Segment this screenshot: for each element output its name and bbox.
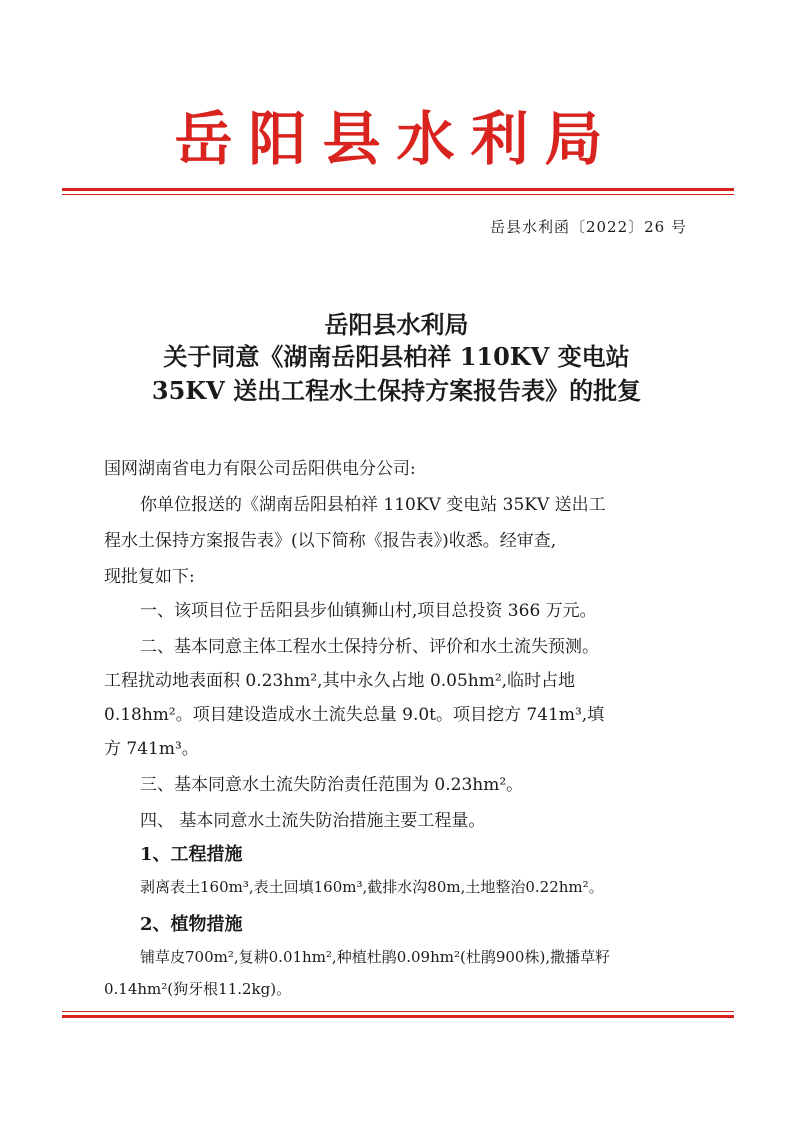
addressee: 国网湖南省电力有限公司岳阳供电分公司: [104,459,416,479]
footer-rule-thick [62,1015,734,1018]
sub-text-1: 剥离表土160m³,表土回填160m³,截排水沟80m,土地整治0.22hm²。 [140,878,604,896]
item-2-line-2: 工程扰动地表面积 0.23hm²,其中永久占地 0.05hm²,临时占地 [104,671,576,691]
intro-line-1: 你单位报送的《湖南岳阳县柏祥 110KV 变电站 35KV 送出工 [140,495,606,515]
item-2-line-1: 二、基本同意主体工程水土保持分析、评价和水土流失预测。 [140,637,599,657]
title-line-2: 关于同意《湖南岳阳县柏祥 110KV 变电站 [163,342,630,371]
sub-heading-2: 2、植物措施 [140,914,243,935]
sub-text-2-line-2: 0.14hm²(狗牙根11.2kg)。 [104,980,292,998]
item-1: 一、该项目位于岳阳县步仙镇狮山村,项目总投资 366 万元。 [140,601,597,621]
intro-line-2: 程水土保持方案报告表》(以下简称《报告表》)收悉。经审查, [104,531,557,551]
header-rule-thin [62,194,734,195]
item-2-line-4: 方 741m³。 [104,739,199,759]
title-line-1: 岳阳县水利局 [324,310,469,339]
masthead-title: 岳阳县水利局 [174,105,619,173]
sub-heading-1: 1、工程措施 [140,844,243,865]
item-4: 四、 基本同意水土流失防治措施主要工程量。 [140,811,486,831]
item-2-line-3: 0.18hm²。项目建设造成水土流失总量 9.0t。项目挖方 741m³,填 [104,705,605,725]
footer-rule-thin [62,1011,734,1012]
header-rule-thick [62,188,734,191]
title-line-3: 35KV 送出工程水土保持方案报告表》的批复 [151,376,642,405]
item-3: 三、基本同意水土流失防治责任范围为 0.23hm²。 [140,775,524,795]
document-number: 岳县水利函〔2022〕26 号 [489,218,687,236]
sub-text-2-line-1: 铺草皮700m²,复耕0.01hm²,种植杜鹃0.09hm²(杜鹃900株),撒播草籽 [140,948,611,966]
intro-line-3: 现批复如下: [104,567,195,587]
